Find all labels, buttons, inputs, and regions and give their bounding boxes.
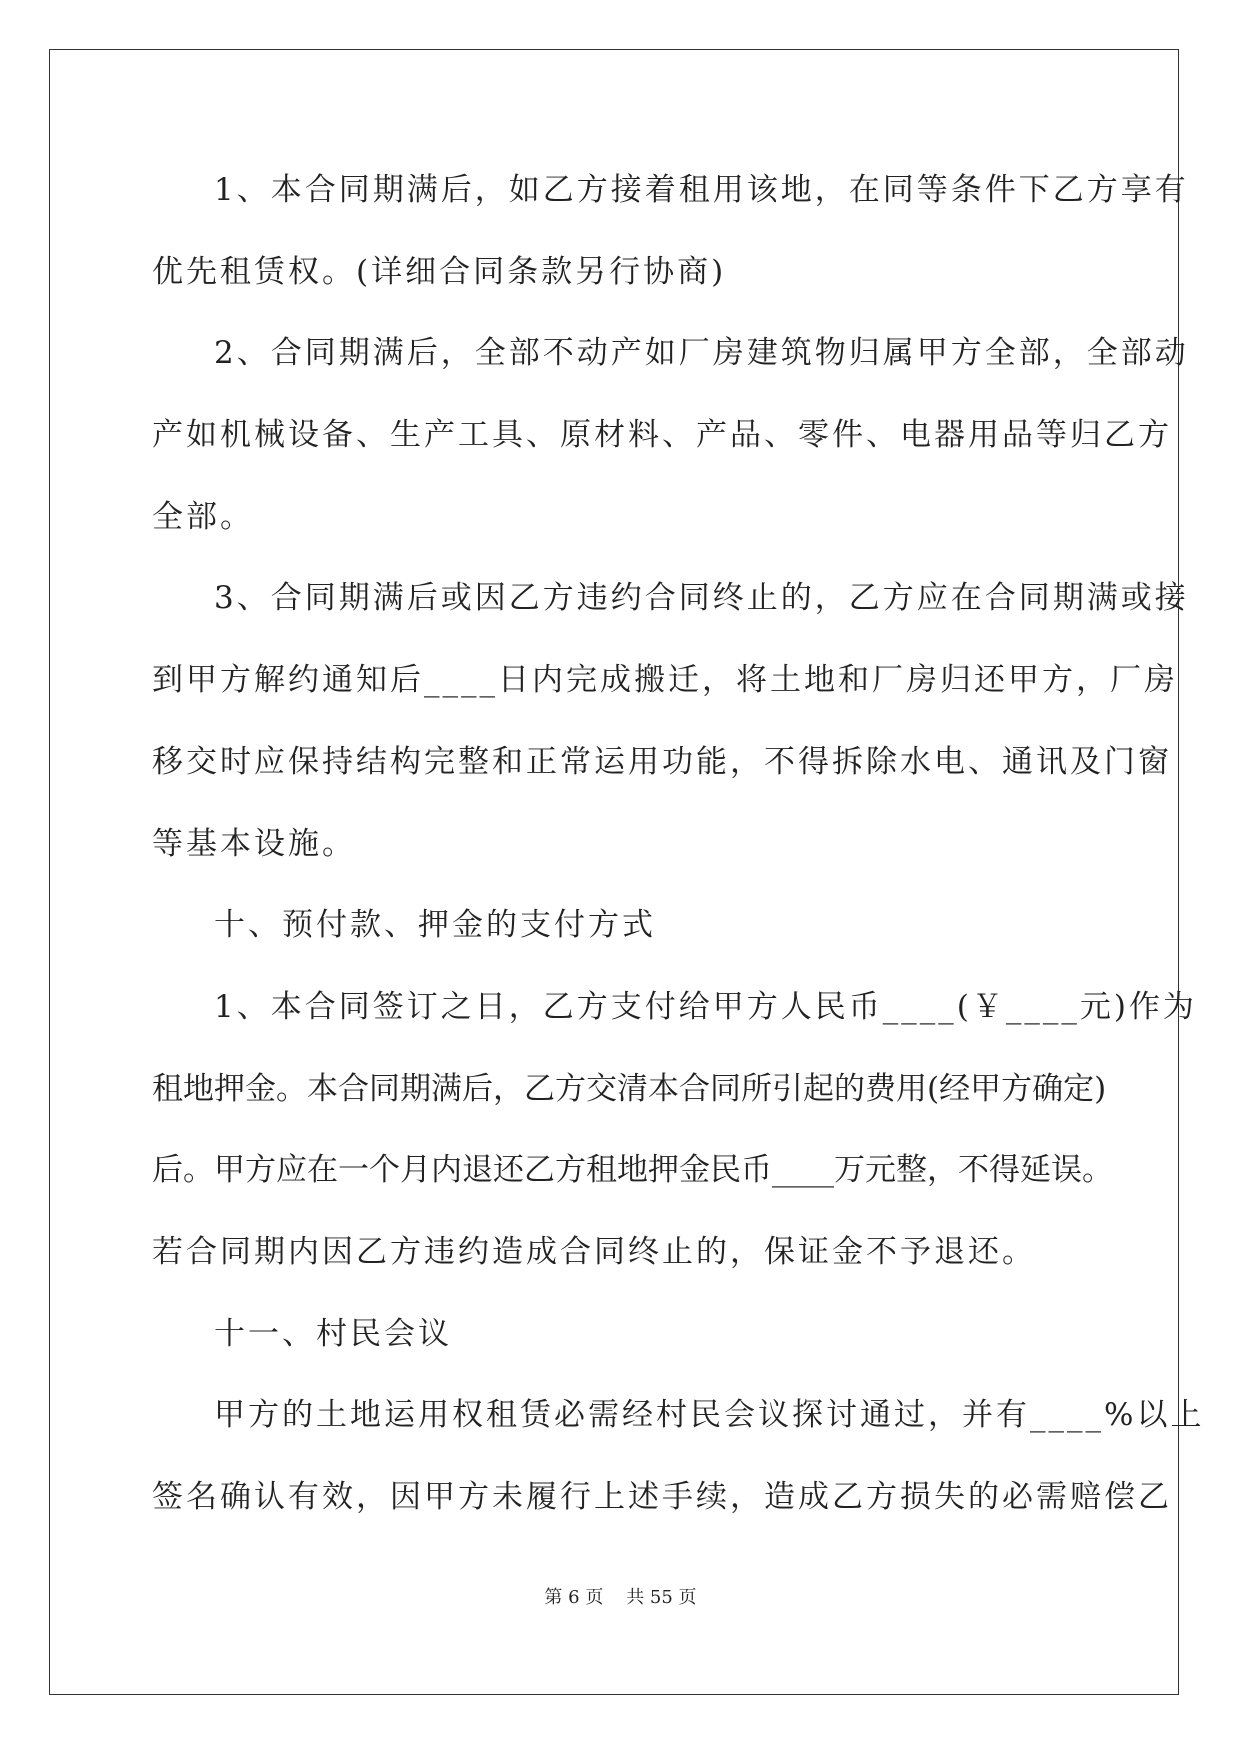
section-10-clause-1-line-1: 1、本合同签订之日，乙方支付给甲方人民币____(￥____元)作为	[214, 988, 1197, 1025]
section-10-heading: 十、预付款、押金的支付方式	[214, 907, 656, 944]
clause-2-line-3: 全部。	[152, 498, 254, 535]
clause-3-line-3: 移交时应保持结构完整和正常运用功能，不得拆除水电、通讯及门窗	[152, 743, 1172, 780]
clause-3-line-2: 到甲方解约通知后____日内完成搬迁，将土地和厂房归还甲方，厂房	[152, 662, 1178, 699]
section-11-heading: 十一、村民会议	[214, 1315, 452, 1352]
section-11-line-1: 甲方的土地运用权租赁必需经村民会议探讨通过，并有____%以上	[214, 1397, 1205, 1434]
document-body	[152, 160, 1205, 1549]
section-10-clause-1-line-3: 后。甲方应在一个月内退还乙方租地押金民币____万元整，不得延误。	[152, 1152, 1113, 1189]
clause-2-line-2: 产如机械设备、生产工具、原材料、产品、零件、电器用品等归乙方	[152, 417, 1172, 454]
clause-3-line-4: 等基本设施。	[152, 825, 356, 862]
section-10-clause-1-line-4: 若合同期内因乙方违约造成合同终止的，保证金不予退还。	[152, 1233, 1036, 1270]
clause-1-line-1: 1、本合同期满后，如乙方接着租用该地，在同等条件下乙方享有	[214, 172, 1189, 208]
page-number-footer: 第 6 页 共 55 页	[544, 1587, 697, 1608]
clause-3-line-1: 3、合同期满后或因乙方违约合同终止的，乙方应在合同期满或接	[214, 580, 1189, 617]
section-11-line-2: 签名确认有效，因甲方未履行上述手续，造成乙方损失的必需赔偿乙	[152, 1479, 1172, 1515]
clause-1-line-2: 优先租赁权。(详细合同条款另行协商)	[152, 253, 727, 290]
clause-2-line-1: 2、合同期满后，全部不动产如厂房建筑物归属甲方全部，全部动	[214, 335, 1189, 372]
section-10-clause-1-line-2: 租地押金。本合同期满后，乙方交清本合同所引起的费用(经甲方确定)	[152, 1070, 1107, 1107]
